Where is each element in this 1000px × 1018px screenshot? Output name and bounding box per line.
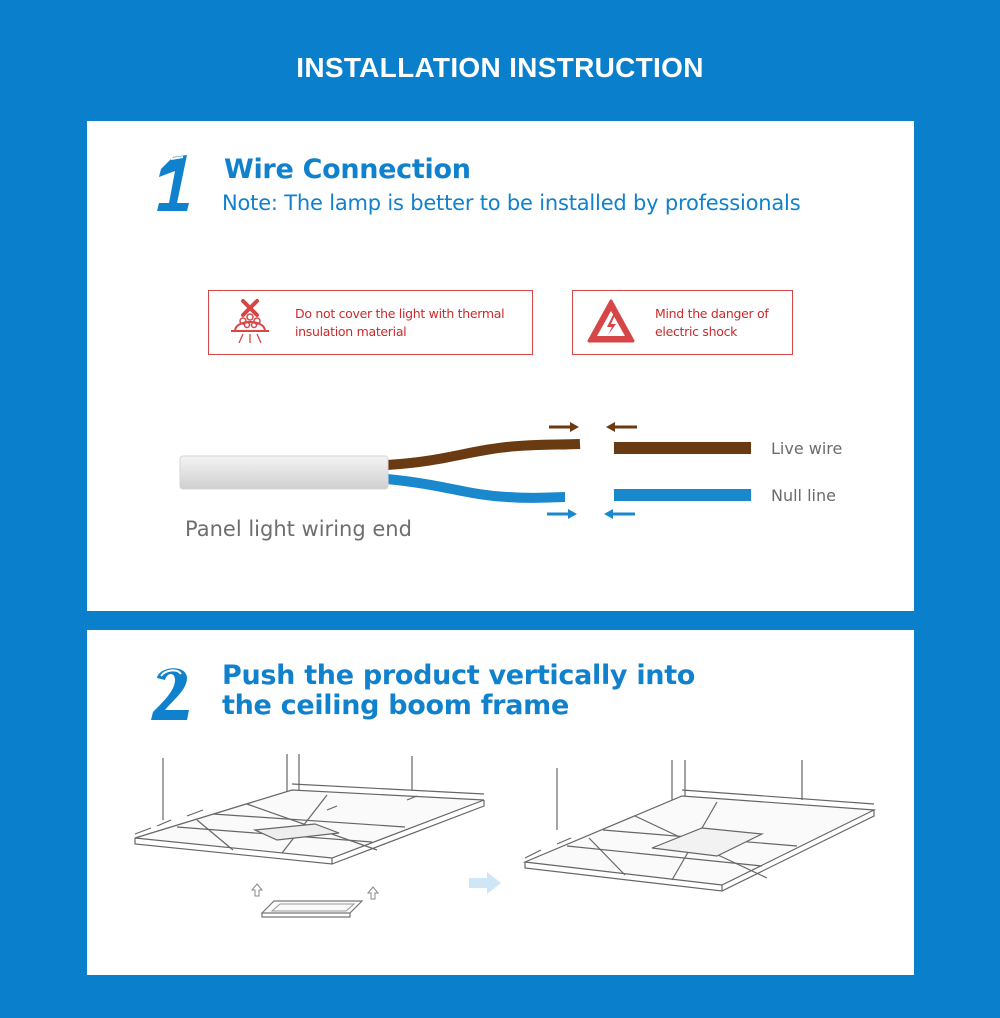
no-insulation-cover-icon bbox=[219, 291, 279, 354]
up-arrow-icon bbox=[251, 883, 263, 897]
warning-thermal-line1: Do not cover the light with thermal bbox=[295, 305, 505, 321]
ceiling-install-panel bbox=[87, 630, 914, 975]
warning-electric-shock bbox=[572, 290, 793, 355]
step2-title-line2: the ceiling boom frame bbox=[222, 690, 569, 721]
live-wire-segment bbox=[614, 442, 751, 454]
null-wire-segment bbox=[614, 489, 751, 501]
step-number-1-icon bbox=[147, 151, 197, 216]
up-arrow-icon bbox=[367, 886, 379, 900]
null-arrow-right bbox=[547, 509, 577, 519]
page-title: INSTALLATION INSTRUCTION bbox=[296, 52, 704, 83]
wiring-end-label: Panel light wiring end bbox=[185, 517, 412, 541]
step1-title: Wire Connection bbox=[224, 154, 471, 185]
step1-note: Note: The lamp is better to be installed by professionals bbox=[222, 191, 801, 215]
null-wire-cable-end bbox=[387, 479, 565, 498]
panel-light-illustration bbox=[252, 883, 372, 928]
warning-shock-line1: Mind the danger of bbox=[655, 305, 769, 321]
live-wire-label: Live wire bbox=[771, 439, 843, 458]
warning-thermal-insulation bbox=[208, 290, 533, 355]
ceiling-frame-after-illustration bbox=[517, 760, 887, 920]
step-number-2-icon bbox=[147, 662, 199, 724]
next-step-arrow-icon bbox=[467, 870, 503, 896]
step2-title-line1: Push the product vertically into bbox=[222, 660, 696, 691]
electric-shock-warning-icon bbox=[581, 291, 641, 354]
warning-shock-line2: electric shock bbox=[655, 323, 738, 339]
live-wire-cable-end bbox=[387, 444, 580, 465]
null-arrow-left bbox=[604, 509, 635, 519]
live-arrow-right bbox=[549, 422, 579, 432]
wire-connection-panel bbox=[87, 121, 914, 611]
null-line-label: Null line bbox=[771, 486, 836, 505]
warning-thermal-line2: insulation material bbox=[295, 323, 407, 339]
panel-cable bbox=[180, 456, 388, 489]
live-arrow-left bbox=[606, 422, 637, 432]
wiring-diagram bbox=[87, 411, 914, 531]
